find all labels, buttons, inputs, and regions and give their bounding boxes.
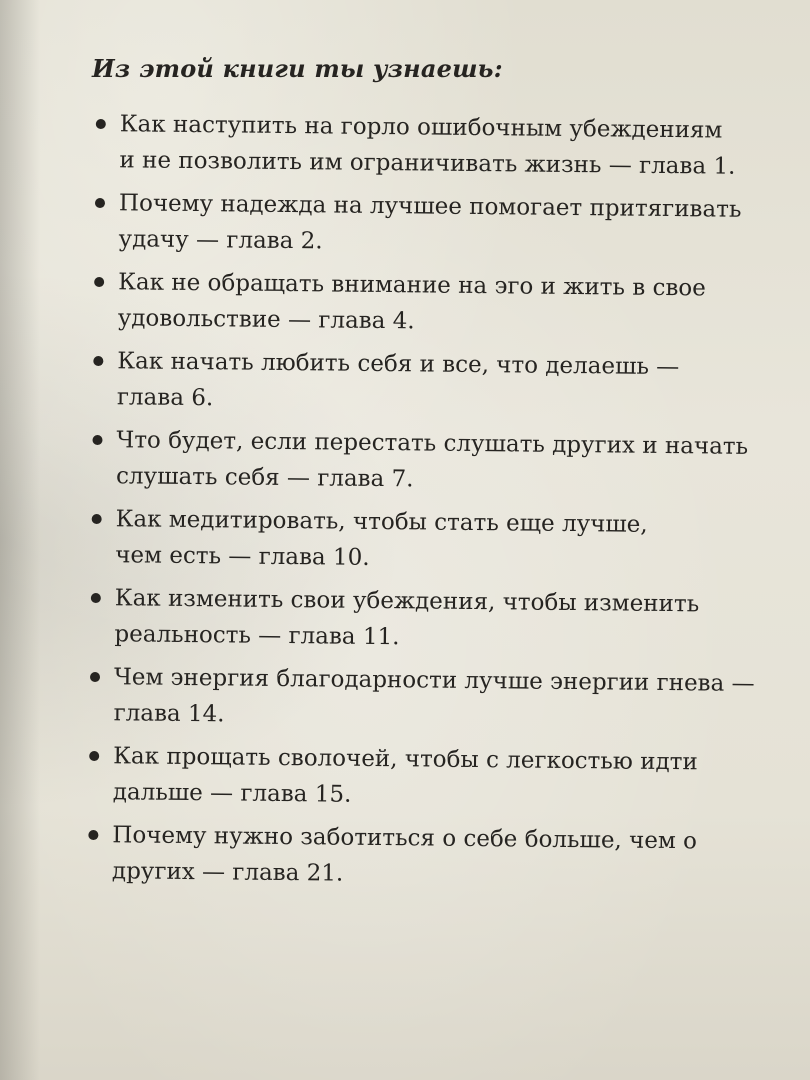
bullet-icon [94, 277, 104, 287]
item-line: Как не обращать внимание на эго и жить в свое [118, 269, 706, 302]
item-line: других — глава 21. [111, 858, 344, 887]
item-line: реальность — глава 11. [114, 621, 400, 651]
list-item [93, 343, 744, 422]
bullet-icon [88, 830, 98, 840]
bullet-icon [92, 435, 102, 445]
bullet-icon [96, 119, 106, 129]
item-line: Почему надежда на лучшее помогает притягивать [118, 190, 742, 223]
intro-heading: Из этой книги ты узнаешь: [92, 54, 503, 83]
list-item [89, 659, 755, 738]
item-line: Чем энергия благодарности лучше энергии гнева — [113, 664, 755, 697]
item-line: глава 14. [113, 700, 225, 728]
list-item [90, 580, 741, 659]
list-item [92, 422, 749, 501]
item-line: удачу — глава 2. [118, 226, 323, 255]
bullet-icon [90, 672, 100, 682]
bullet-icon [95, 198, 105, 208]
bullet-icon [92, 514, 102, 524]
item-line: Как изменить свои убеждения, чтобы изменить [114, 585, 700, 618]
item-line: глава 6. [116, 384, 214, 412]
item-line: удовольствие — глава 4. [117, 305, 415, 335]
item-line: слушать себя — глава 7. [115, 463, 414, 493]
item-line: Как прощать сволочей, чтобы с легкостью идти [113, 743, 698, 776]
item-line: Как наступить на горло ошибочным убеждениям [119, 111, 723, 144]
item-line: Что будет, если перестать слушать других и начать [116, 427, 749, 460]
list-item [94, 264, 745, 343]
item-line: дальше — глава 15. [112, 779, 352, 808]
item-line: Как медитировать, чтобы стать еще лучше, [115, 506, 648, 538]
bullet-icon [91, 593, 101, 603]
item-line: чем есть — глава 10. [115, 542, 370, 571]
list-item [89, 738, 740, 817]
list-item [94, 185, 745, 264]
item-line: и не позволить им ограничивать жизнь — глава 1. [119, 147, 736, 180]
bullet-icon [93, 356, 103, 366]
list-item [88, 817, 739, 896]
list-item [91, 501, 742, 580]
chapter-list [88, 106, 755, 903]
item-line: Как начать любить себя и все, что делаешь — [117, 348, 680, 381]
spine-shadow [0, 0, 40, 1080]
bullet-icon [89, 751, 99, 761]
item-line: Почему нужно заботиться о себе больше, чем о [112, 822, 698, 855]
list-item [95, 106, 746, 185]
